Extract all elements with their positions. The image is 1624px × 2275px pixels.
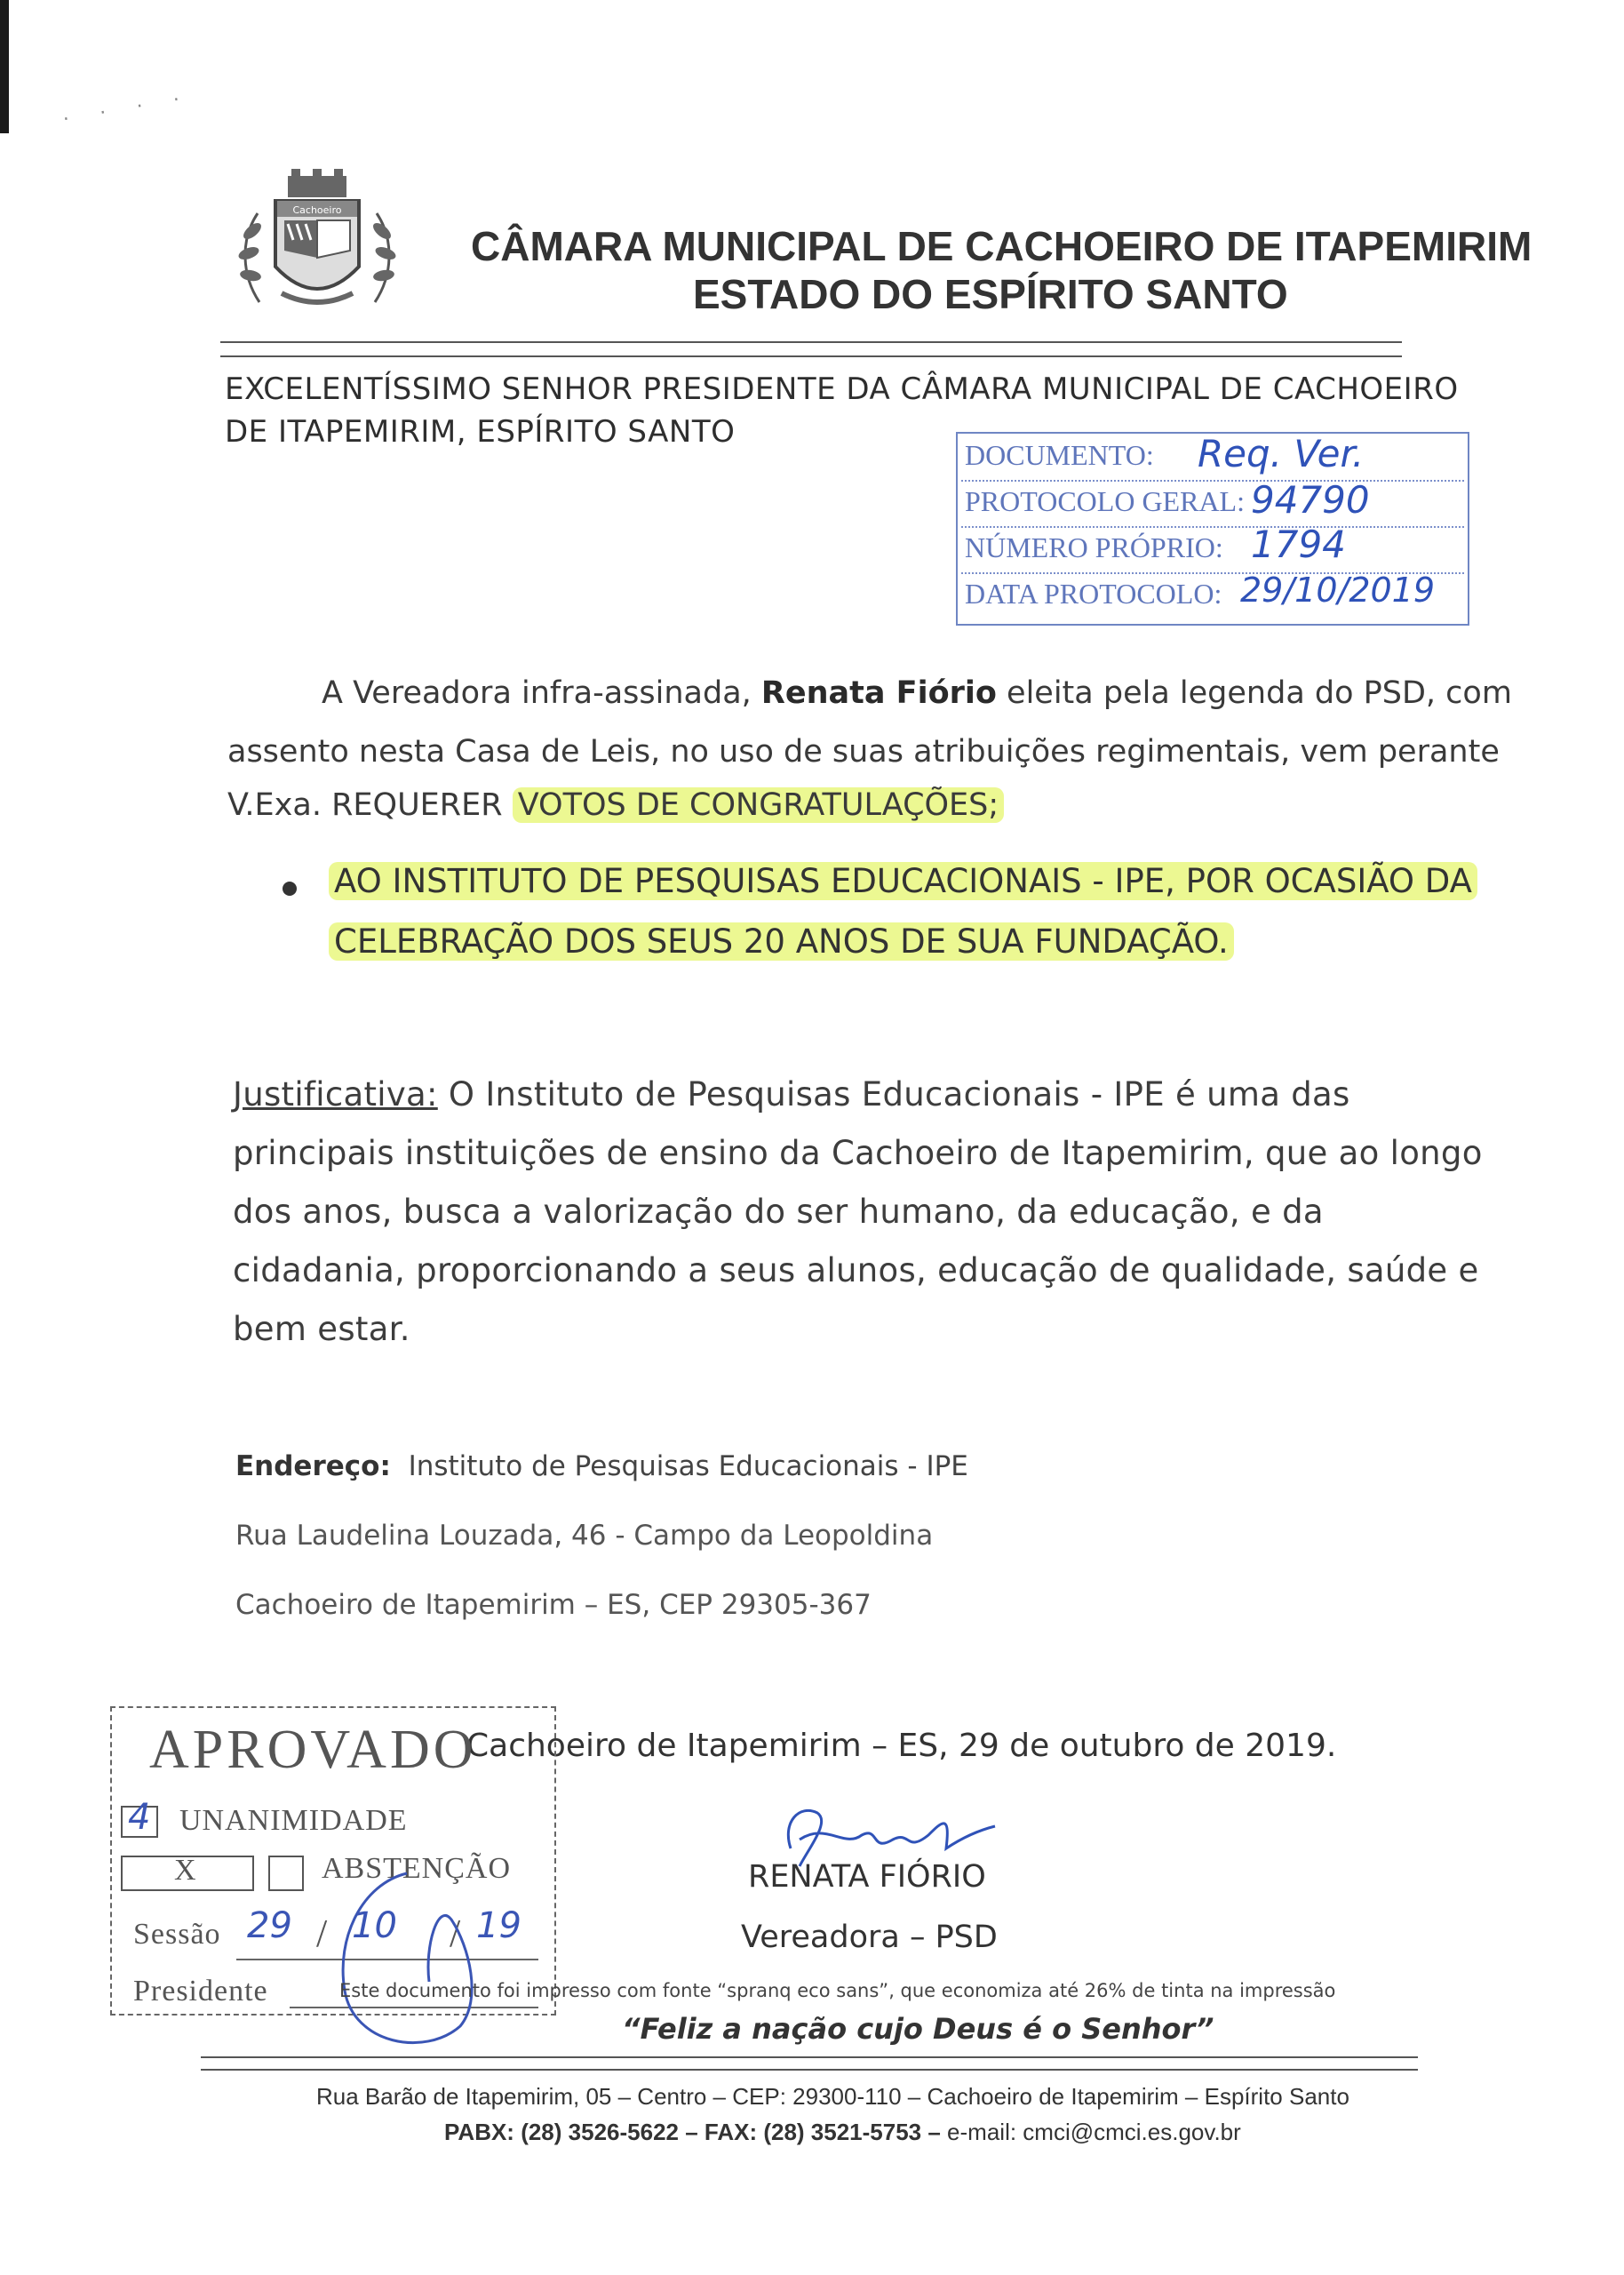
justification-line-2: principais instituições de ensino da Cachoeiro de Itapemirim, que ao longo — [233, 1134, 1483, 1172]
intro-line-1 — [322, 675, 1512, 711]
print-note: Este documento foi impresso com fonte “spranq eco sans”, que economiza até 26% de tinta na impressão — [339, 1980, 1336, 2001]
unanimidade-check-mark: 4 — [128, 1797, 151, 1838]
crest-banner-text: Cachoeiro — [292, 204, 342, 216]
scan-artifact-dots: · · · · — [60, 86, 195, 132]
stamp-documento-value: Req. Ver. — [1198, 432, 1365, 475]
stamp-data-label: DATA PROTOCOLO: — [965, 578, 1222, 610]
justification-text: O Instituto de Pesquisas Educacionais - IPE é uma das — [437, 1075, 1350, 1114]
sessao-day: 29 — [247, 1905, 292, 1946]
sessao-year: 19 — [476, 1905, 521, 1946]
sessao-month: 10 — [352, 1905, 397, 1946]
highlighted-bullet-text: AO INSTITUTO DE PESQUISAS EDUCACIONAIS - IPE, POR OCASIÃO DA — [329, 862, 1477, 900]
approval-title: APROVADO — [149, 1720, 477, 1780]
justification-line-5: bem estar. — [233, 1310, 410, 1348]
abstencao-checkbox — [268, 1856, 304, 1891]
stamp-data-value: 29/10/2019 — [1240, 571, 1436, 610]
stamp-divider — [961, 480, 1464, 483]
header-title: CÂMARA MUNICIPAL DE CACHOEIRO DE ITAPEMIRIM — [471, 223, 1532, 269]
sessao-separator: / — [450, 1912, 462, 1955]
stamp-numero-value: 1794 — [1251, 523, 1346, 566]
endereco-line-2: Rua Laudelina Louzada, 46 - Campo da Leopoldina — [235, 1520, 934, 1552]
stamp-divider — [961, 526, 1464, 529]
addressee-line-1: EXCELENTÍSSIMO SENHOR PRESIDENTE DA CÂMARA MUNICIPAL DE CACHOEIRO — [225, 371, 1459, 407]
intro-text: A Vereadora infra-assinada, — [322, 675, 761, 711]
endereco-line-3: Cachoeiro de Itapemirim – ES, CEP 29305-367 — [235, 1589, 872, 1621]
footer-email: e-mail: cmci@cmci.es.gov.br — [940, 2119, 1241, 2145]
justification-label: Justificativa: — [233, 1075, 438, 1114]
signatory-name: RENATA FIÓRIO — [748, 1859, 986, 1895]
intro-line-2: assento nesta Casa de Leis, no uso de suas atribuições regimentais, vem perante — [227, 734, 1500, 770]
addressee-line-2: DE ITAPEMIRIM, ESPÍRITO SANTO — [225, 414, 736, 450]
date-line: Cachoeiro de Itapemirim – ES, 29 de outubro de 2019. — [466, 1728, 1337, 1764]
bullet-line-1 — [329, 862, 1477, 900]
sessao-label: Sessão — [133, 1918, 221, 1951]
justification-line-3: dos anos, busca a valorização do ser humano, da educação, e da — [233, 1193, 1324, 1231]
intro-text: V.Exa. REQUERER — [227, 787, 513, 823]
municipal-crest-icon — [233, 169, 402, 320]
justification-line-4: cidadania, proporcionando a seus alunos, educação de qualidade, saúde e — [233, 1251, 1479, 1289]
vote-x-mark: X — [174, 1854, 197, 1887]
endereco-label: Endereço: — [235, 1450, 391, 1482]
justification-line-1 — [233, 1075, 1350, 1114]
sessao-separator: / — [316, 1912, 329, 1955]
intro-line-3 — [227, 787, 1004, 823]
footer-rule-top — [201, 2056, 1418, 2058]
footer-address: Rua Barão de Itapemirim, 05 – Centro – CEP: 29300-110 – Cachoeiro de Itapemirim – Espírito Santo — [316, 2083, 1349, 2110]
abstencao-label: ABSTENÇÃO — [322, 1852, 512, 1885]
header-subtitle: ESTADO DO ESPÍRITO SANTO — [693, 271, 1288, 317]
protocol-stamp — [956, 432, 1469, 626]
bullet-line-2 — [329, 922, 1234, 961]
stamp-numero-label: NÚMERO PRÓPRIO: — [965, 531, 1223, 563]
scan-edge-mark — [0, 0, 9, 133]
footer-rule-bottom — [201, 2069, 1418, 2071]
unanimidade-label: UNANIMIDADE — [179, 1804, 408, 1837]
header-rule-top — [220, 341, 1402, 343]
vereadora-name: Renata Fiório — [760, 675, 997, 711]
stamp-documento-label: DOCUMENTO: — [965, 439, 1154, 471]
highlighted-bullet-text: CELEBRAÇÃO DOS SEUS 20 ANOS DE SUA FUNDAÇÃO. — [329, 922, 1234, 961]
footer-contact — [444, 2119, 1241, 2146]
ink-circle-mark — [327, 1866, 478, 2062]
endereco-line-1 — [235, 1450, 968, 1482]
footer-phones: PABX: (28) 3526-5622 – FAX: (28) 3521-5753 – — [444, 2119, 941, 2145]
stamp-protocolo-label: PROTOCOLO GERAL: — [965, 485, 1245, 517]
header-rule-bottom — [220, 355, 1402, 357]
presidente-label: Presidente — [133, 1975, 268, 2008]
endereco-text: Instituto de Pesquisas Educacionais - IPE — [408, 1450, 968, 1482]
intro-text: eleita pela legenda do PSD, com — [996, 675, 1512, 711]
highlighted-request: VOTOS DE CONGRATULAÇÕES; — [513, 787, 1005, 823]
bullet-icon — [283, 882, 297, 896]
motto: “Feliz a nação cujo Deus é o Senhor” — [622, 2012, 1214, 2046]
signatory-role: Vereadora – PSD — [741, 1920, 998, 1955]
stamp-protocolo-value: 94790 — [1251, 478, 1370, 522]
